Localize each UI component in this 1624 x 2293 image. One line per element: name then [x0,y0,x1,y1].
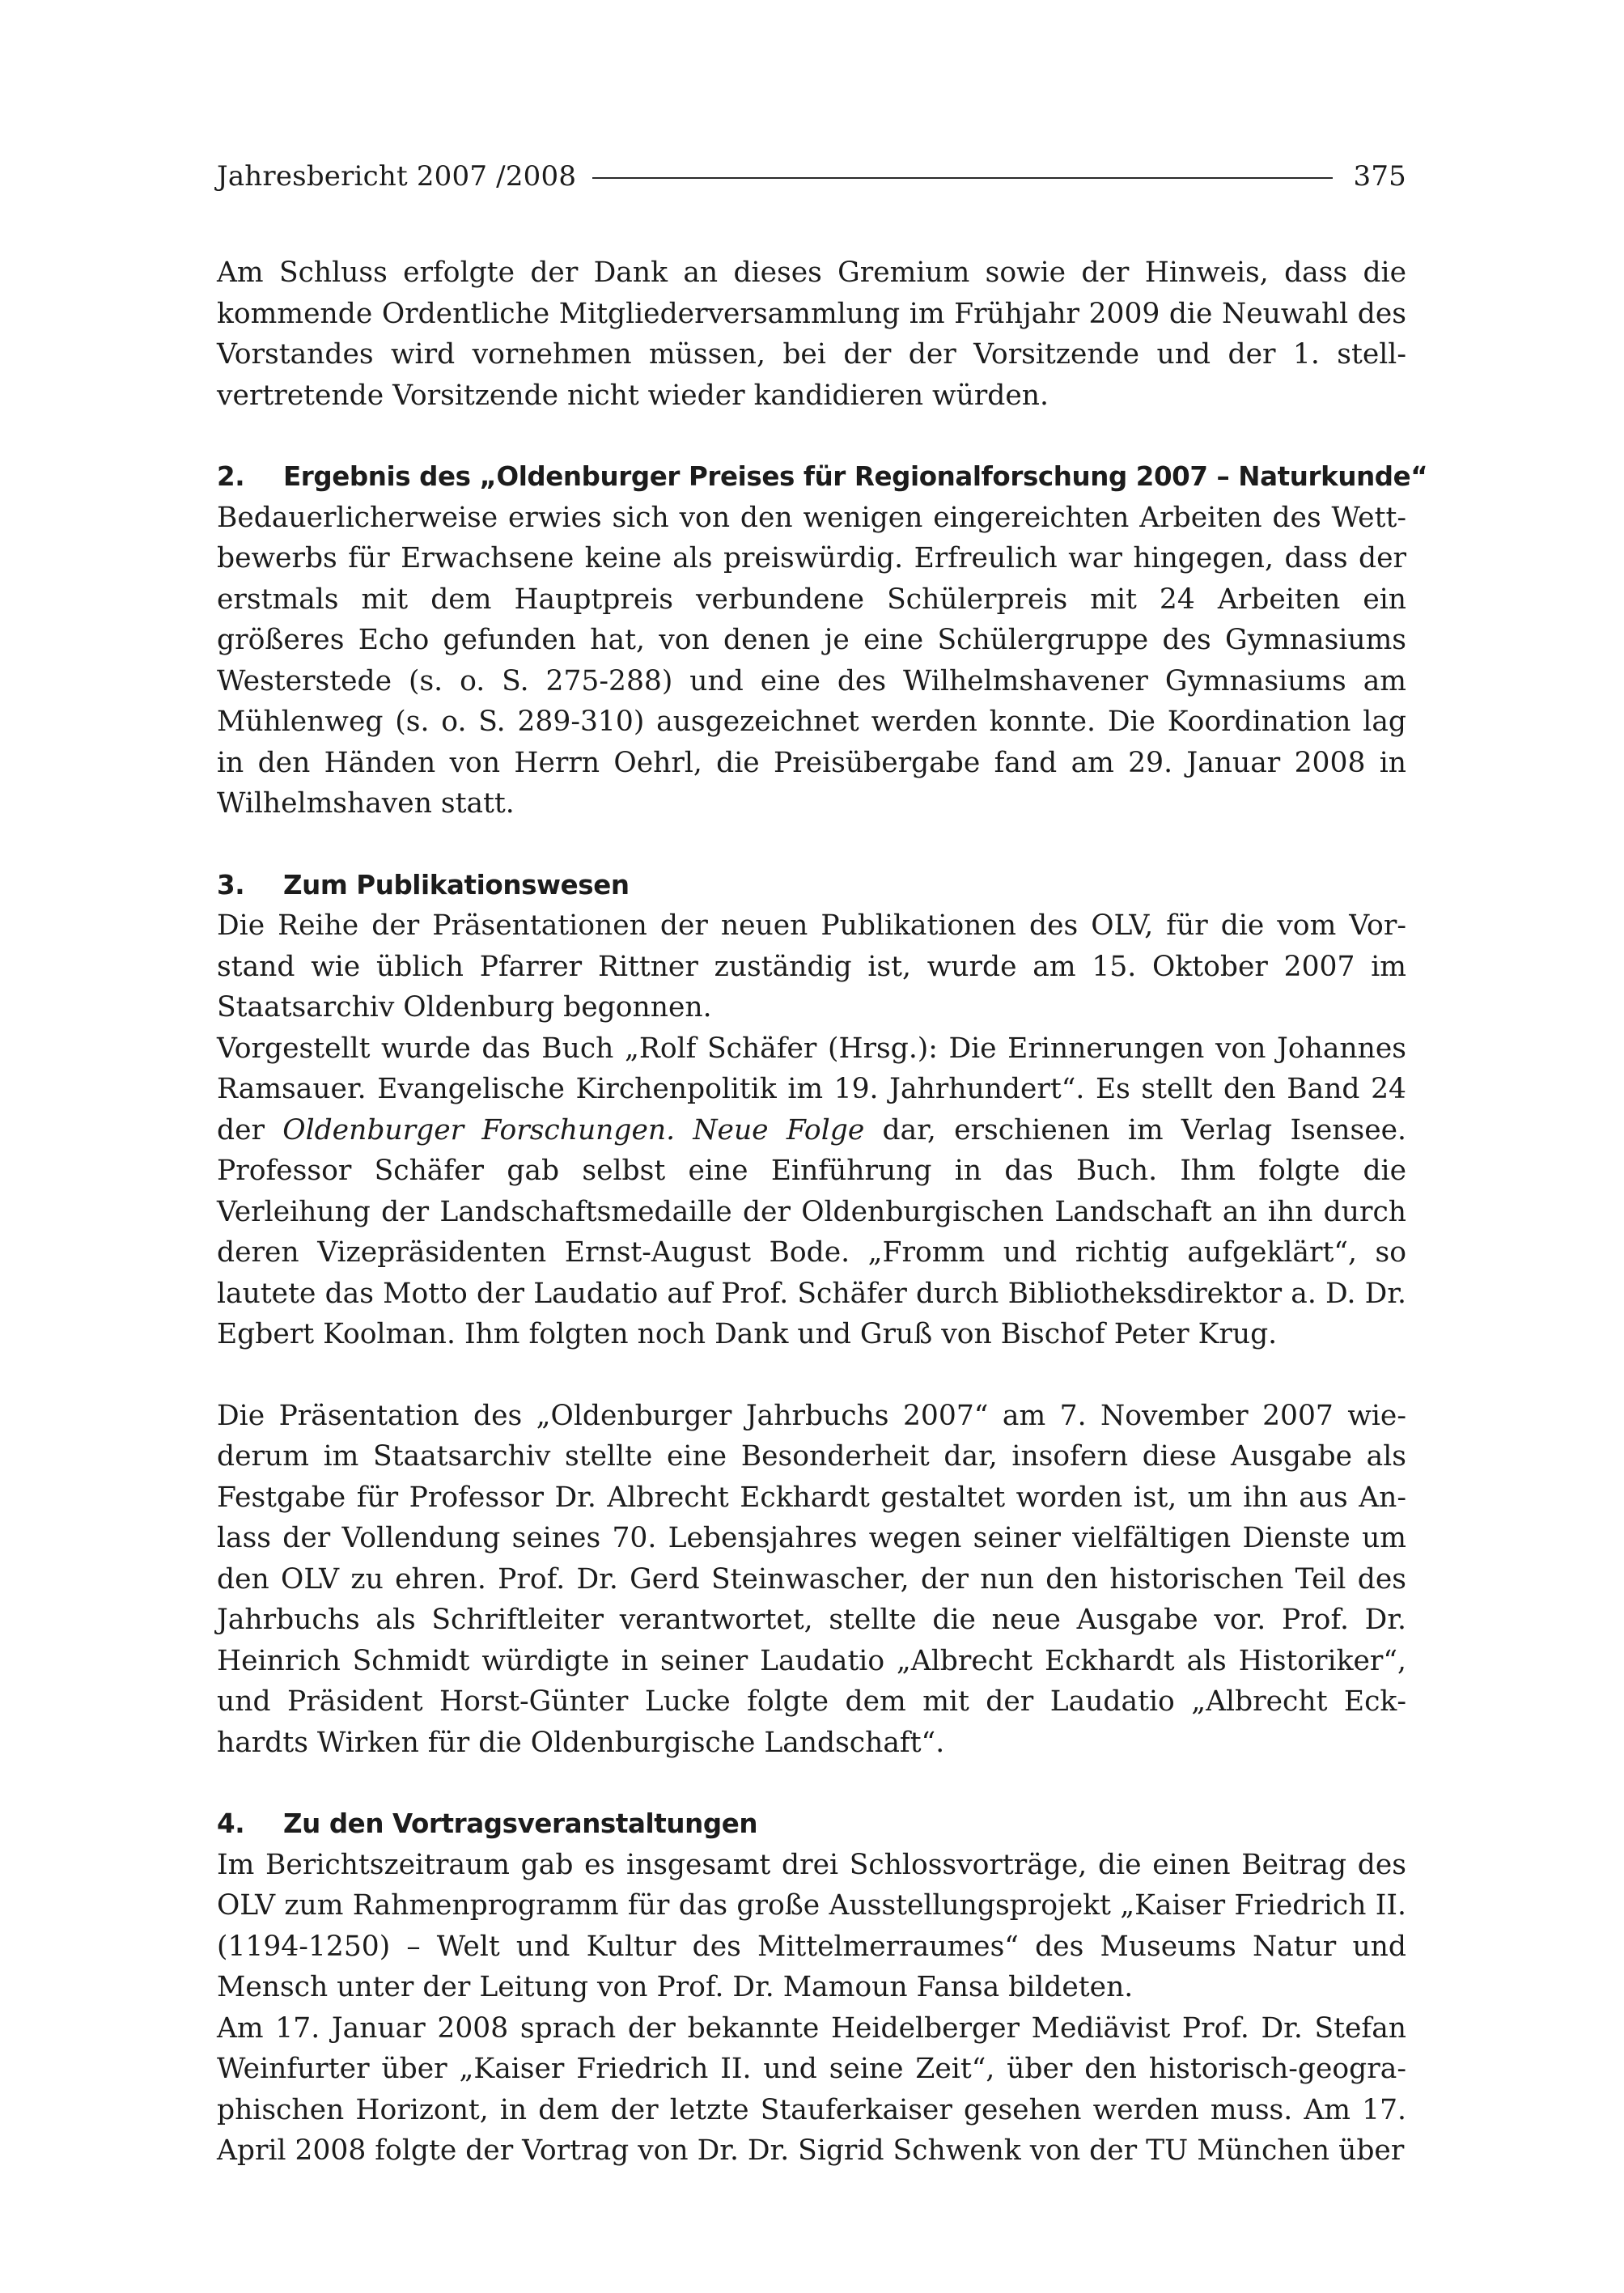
section-title: Ergebnis des „Oldenburger Preises für Regionalforschung 2007 – Naturkunde“ [283,461,1428,492]
spacer [217,824,1406,865]
section-heading-2 [217,456,1428,498]
text-run: Vorgestellt wurde das Buch „Rolf Schäfer (Hrsg.): Die Erinnerungen von Johannes Ramsauer. Evangelische Kirchenpolitik im 19. Jahrhundert“. Es stellt den Band 24 der [217,1032,1406,1146]
document-page [217,159,1428,2172]
section-2-paragraph: Bedauerlicherweise erwies sich von den wenigen eingereichten Arbeiten des Wettbewerbs für Erwachsene keine als preiswürdig. Erfreulich war hingegen, dass der erstmals mit dem Hauptpreis verbundene Schülerpreis mit 24 Arbeiten ein größeres Echo gefunden hat, von denen je eine Schülergruppe des Gymnasiums Westerstede (s. o. S. 275-288) und eine des Wilhelmshavener Gymnasiums am Mühlenweg (s. o. S. 289-310) ausgezeichnet werden konnte. Die Koordination lag in den Händen von Herrn Oehrl, die Preisübergabe fand am 29. Januar 2008 in Wilhelmshaven statt. [217,501,1406,820]
series-title: Oldenburger Forschungen. Neue Folge [282,1113,865,1146]
spacer [217,1763,1406,1803]
section-heading-4 [217,1803,1406,1845]
section-number: 3. [217,869,245,901]
page-number: 375 [1353,160,1406,193]
section-3-paragraph-3: Die Präsentation des „Oldenburger Jahrbuchs 2007“ am 7. November 2007 wiederum im Staatsarchiv stellte eine Besonderheit dar, insofern diese Ausgabe als Festgabe für Professor Dr. Albrecht Eckhardt gestaltet worden ist, um ihn aus Anlass der Vollendung seines 70. Lebensjahres wegen seiner vielfältigen Dienste um den OLV zu ehren. Prof. Dr. Gerd Steinwascher, der nun den historischen Teil des Jahrbuchs als Schriftleiter verantwortet, stellte die neue Ausgabe vor. Prof. Dr. Heinrich Schmidt würdigte in seiner Laudatio „Albrecht Eckhardt als Historiker“, und Präsident Horst-Günter Lucke folgte dem mit der Laudatio „Albrecht Eckhardts Wirken für die Oldenburgische Landschaft“. [217,1399,1406,1759]
section-number: 2. [217,461,245,492]
spacer [217,416,1406,456]
intro-paragraph: Am Schluss erfolgte der Dank an dieses Gremium sowie der Hinweis, dass die kommende Ordentliche Mitgliederversammlung im Frühjahr 2009 die Neuwahl des Vorstandes wird vornehmen müssen, bei der der Vorsitzende und der 1. stellvertretende Vorsitzende nicht wieder kandidieren würden. [217,256,1406,412]
running-head [217,159,1406,194]
section-title: Zu den Vortragsveranstaltungen [283,1808,758,1839]
running-head-title: Jahresbericht 2007 /2008 [217,160,577,193]
text-run: dar, erschienen im Verlag Isensee. Professor Schäfer gab selbst eine Einführung in das Buch. Ihm folgte die Verleihung der Landschaftsmedaille der Oldenburgischen Landschaft an ihn durch deren Vizepräsidenten Ernst-August Bode. „Fromm und richtig aufgeklärt“, so lautete das Motto der Laudatio auf Prof. Schäfer durch Bibliotheksdirektor a. D. Dr. Egbert Koolman. Ihm folgten noch Dank und Gruß von Bischof Peter Krug. [217,1113,1407,1350]
spacer [217,1355,1406,1396]
header-rule [592,177,1332,179]
section-title: Zum Publikationswesen [283,869,630,901]
section-heading-3 [217,865,1406,906]
section-number: 4. [217,1808,245,1839]
section-3-paragraph-1: Die Reihe der Präsentationen der neuen Publikationen des OLV, für die vom Vorstand wie üblich Pfarrer Rittner zuständig ist, wurde am 15. Oktober 2007 im Staatsarchiv Oldenburg begonnen. [217,909,1406,1024]
section-4-paragraph-2: Am 17. Januar 2008 sprach der bekannte Heidelberger Mediävist Prof. Dr. Stefan Weinfurter über „Kaiser Friedrich II. und seine Zeit“, über den historisch-geographischen Horizont, in dem der letzte Stauferkaiser gesehen werden muss. Am 17. April 2008 folgte der Vortrag von Dr. Dr. Sigrid Schwenk von der TU München über [217,2011,1406,2167]
section-3-paragraph-2 [217,1028,1406,1355]
section-4-paragraph-1: Im Berichtszeitraum gab es insgesamt drei Schlossvorträge, die einen Beitrag des OLV zum Rahmenprogramm für das große Ausstellungsprojekt „Kaiser Friedrich II. (1194-1250) – Welt und Kultur des Mittelmerraumes“ des Museums Natur und Mensch unter der Leitung von Prof. Dr. Mamoun Fansa bildeten. [217,1848,1406,2003]
